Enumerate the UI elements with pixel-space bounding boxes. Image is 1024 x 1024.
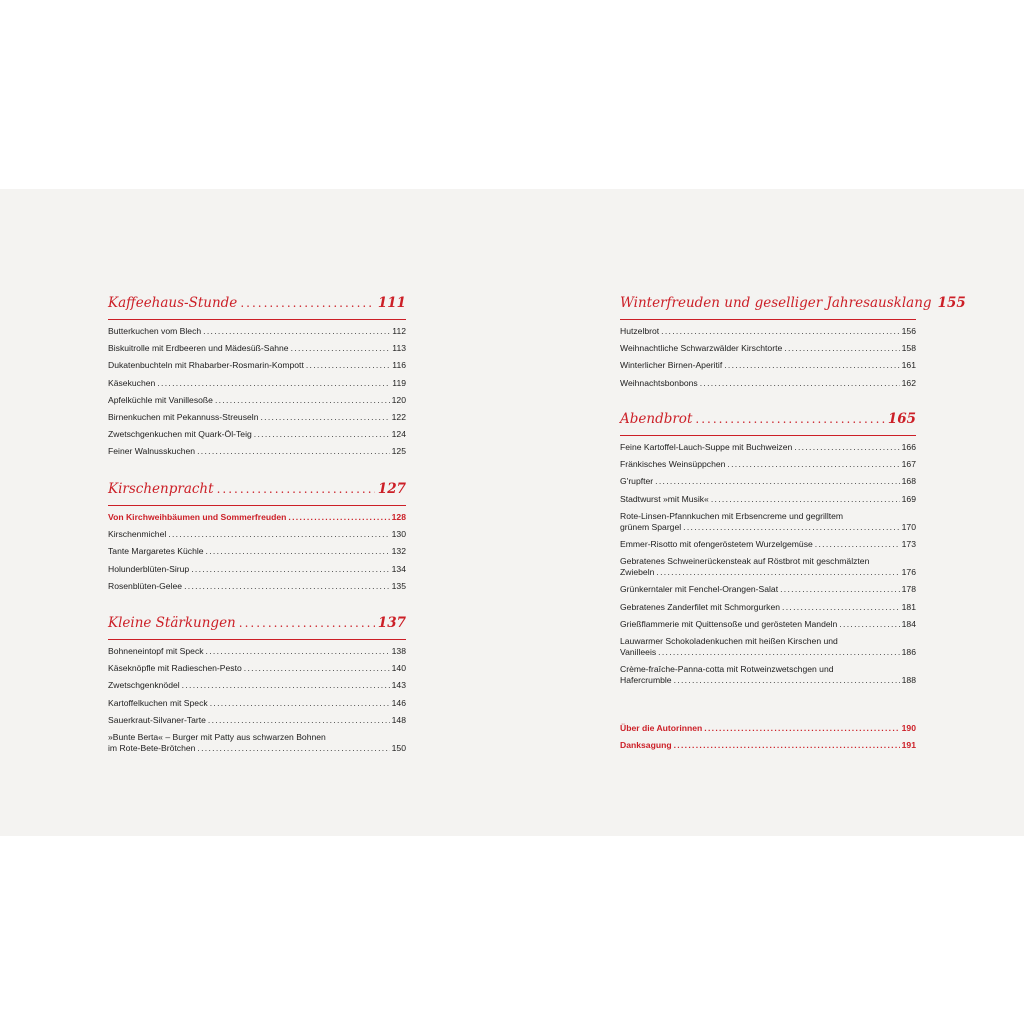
- leader-dots: [210, 698, 390, 709]
- leader-dots: [239, 616, 375, 630]
- section-title: Abendbrot: [620, 411, 693, 427]
- entry-page: 162: [901, 377, 916, 388]
- entry-title: Dukatenbuchteln mit Rhabarber-Rosmarin-Kompott: [108, 360, 304, 371]
- entry-title-line2: grünem Spargel: [620, 521, 682, 532]
- leader-dots: [244, 663, 390, 674]
- entry-title-line2: Vanilleeis: [620, 646, 657, 657]
- entry-page: 178: [901, 584, 916, 595]
- entry-title-line1: Lauwarmer Schokoladenkuchen mit heißen Kirschen und: [620, 635, 838, 646]
- entry-page: 134: [391, 563, 406, 574]
- toc-entry[interactable]: [620, 619, 916, 630]
- entry-page: 125: [391, 446, 406, 457]
- leader-dots: [674, 740, 900, 751]
- entry-page: 124: [391, 429, 406, 440]
- toc-entry[interactable]: [620, 602, 916, 613]
- entry-title: Gebratenes Zanderfilet mit Schmorgurken: [620, 601, 781, 612]
- entry-page: 166: [901, 442, 916, 452]
- entry-page: 132: [391, 546, 406, 557]
- entry-title: Stadtwurst »mit Musik«: [620, 493, 709, 504]
- entry-page: 113: [392, 343, 406, 354]
- entry-title: Feiner Walnusskuchen: [108, 446, 196, 457]
- entry-page: 169: [901, 493, 916, 504]
- leader-dots: [260, 412, 389, 423]
- toc-extras: [620, 723, 916, 757]
- entry-title: Weihnachtsbonbons: [620, 377, 698, 388]
- leader-dots: [655, 476, 899, 487]
- leader-dots: [839, 619, 899, 630]
- toc-entry[interactable]: [108, 680, 406, 691]
- entry-page: 122: [391, 411, 406, 422]
- toc-section-abendbrot: [620, 411, 916, 692]
- toc-entry[interactable]: [108, 546, 406, 557]
- entry-title: Sauerkraut-Silvaner-Tarte: [108, 714, 206, 725]
- section-title: Kirschenpracht: [108, 481, 214, 497]
- entry-title: Hutzelbrot: [620, 326, 660, 336]
- leader-dots: [700, 378, 900, 389]
- entry-page: 184: [901, 618, 916, 629]
- leader-dots: [203, 326, 390, 337]
- toc-entry[interactable]: [108, 326, 406, 337]
- entry-title: Holunderblüten-Sirup: [108, 563, 190, 574]
- entry-title-line2: im Rote-Bete-Brötchen: [108, 742, 196, 753]
- toc-entry[interactable]: [620, 326, 916, 337]
- entry-title: Rosenblüten-Gelee: [108, 580, 183, 591]
- section-rule: [108, 639, 406, 640]
- leader-dots: [240, 296, 375, 310]
- entry-page: 150: [391, 742, 406, 753]
- toc-entry[interactable]: [620, 343, 916, 354]
- entry-page: 186: [901, 646, 916, 657]
- leader-dots: [191, 564, 389, 575]
- toc-section-kaffeehaus: [108, 295, 406, 464]
- leader-dots: [217, 482, 375, 496]
- section-page: 111: [377, 295, 406, 311]
- leader-dots: [683, 522, 900, 533]
- toc-entry[interactable]: [620, 476, 916, 487]
- toc-section-staerkungen: [108, 615, 406, 760]
- entry-page: 112: [392, 326, 406, 336]
- leader-dots: [206, 646, 390, 657]
- section-heading[interactable]: [108, 295, 406, 317]
- leader-dots: [157, 378, 390, 389]
- section-page: 165: [887, 411, 916, 427]
- entry-page: 190: [901, 723, 916, 733]
- leader-dots: [197, 743, 389, 754]
- leader-dots: [288, 512, 389, 523]
- leader-dots: [254, 429, 390, 440]
- entry-title: G'rupfter: [620, 476, 654, 487]
- toc-entry[interactable]: [108, 343, 406, 354]
- entry-title: Käseknöpfle mit Radieschen-Pesto: [108, 663, 242, 674]
- leader-dots: [815, 539, 900, 550]
- section-heading[interactable]: [620, 295, 966, 317]
- toc-entry[interactable]: [620, 459, 916, 470]
- toc-entry-autorinnen[interactable]: [620, 723, 916, 734]
- entry-page: 173: [901, 538, 916, 549]
- toc-entry[interactable]: [108, 446, 406, 457]
- entry-page: 181: [901, 601, 916, 612]
- leader-dots: [206, 546, 390, 557]
- entry-page: 188: [901, 675, 916, 686]
- entry-page: 130: [391, 529, 406, 540]
- entry-page: 140: [391, 663, 406, 674]
- entry-title: Zwetschgenknödel: [108, 680, 180, 691]
- entry-title: Von Kirchweihbäumen und Sommerfreuden: [108, 512, 287, 522]
- leader-dots: [208, 715, 390, 726]
- toc-entry-multiline[interactable]: [620, 636, 916, 658]
- entry-title: Fränkisches Weinsüppchen: [620, 459, 726, 470]
- entry-page: 176: [901, 567, 916, 578]
- leader-dots: [727, 459, 899, 470]
- leader-dots: [704, 723, 899, 734]
- toc-entry[interactable]: [108, 360, 406, 371]
- entry-title: Bohneneintopf mit Speck: [108, 646, 204, 656]
- book-spread: [0, 189, 1024, 836]
- leader-dots: [215, 395, 390, 406]
- entry-title: Über die Autorinnen: [620, 723, 703, 733]
- toc-entry[interactable]: [108, 663, 406, 674]
- toc-entry-multiline[interactable]: [620, 511, 916, 533]
- toc-entry[interactable]: [620, 378, 916, 389]
- entry-title: Feine Kartoffel-Lauch-Suppe mit Buchweizen: [620, 442, 793, 452]
- entry-page: 191: [901, 740, 916, 751]
- entry-title: Tante Margaretes Küchle: [108, 546, 204, 557]
- toc-entry[interactable]: [108, 395, 406, 406]
- toc-entry[interactable]: [620, 360, 916, 371]
- toc-entry[interactable]: [108, 715, 406, 726]
- entry-title: Grünkerntaler mit Fenchel-Orangen-Salat: [620, 584, 779, 595]
- leader-dots: [197, 446, 390, 457]
- section-heading[interactable]: [108, 481, 406, 503]
- entry-page: 167: [901, 459, 916, 470]
- entry-title-line2: Zwiebeln: [620, 567, 655, 578]
- section-title: Kleine Stärkungen: [108, 615, 236, 631]
- section-rule: [620, 435, 916, 436]
- entry-page: 116: [392, 360, 406, 371]
- toc-entry-multiline[interactable]: [620, 556, 916, 578]
- leader-dots: [674, 675, 900, 686]
- toc-entry[interactable]: [108, 581, 406, 592]
- toc-entry-multiline[interactable]: [108, 732, 406, 754]
- entry-title: Biskuitrolle mit Erdbeeren und Mädesüß-Sahne: [108, 343, 289, 354]
- leader-dots: [724, 360, 899, 371]
- leader-dots: [306, 360, 390, 371]
- leader-dots: [711, 494, 900, 505]
- entry-title: Birnenkuchen mit Pekannuss-Streuseln: [108, 411, 259, 422]
- section-rule: [620, 319, 916, 320]
- leader-dots: [168, 529, 389, 540]
- toc-entry[interactable]: [108, 429, 406, 440]
- toc-entry-danksagung[interactable]: [620, 740, 916, 751]
- toc-entry[interactable]: [108, 698, 406, 709]
- leader-dots: [780, 584, 900, 595]
- section-heading[interactable]: [620, 411, 916, 433]
- toc-entry[interactable]: [108, 564, 406, 575]
- section-rule: [108, 505, 406, 506]
- entry-title: Käsekuchen: [108, 377, 156, 388]
- entry-title-line1: »Bunte Berta« – Burger mit Patty aus schwarzen Bohnen: [108, 731, 326, 742]
- entry-page: 128: [391, 512, 406, 522]
- section-heading[interactable]: [108, 615, 406, 637]
- entry-page: 138: [391, 646, 406, 656]
- entry-title: Kirschenmichel: [108, 529, 167, 540]
- leader-dots: [661, 326, 899, 337]
- toc-section-kirschenpracht: [108, 481, 406, 598]
- section-title: Winterfreuden und geselliger Jahresausklang: [620, 295, 932, 311]
- entry-title: Kartoffelkuchen mit Speck: [108, 697, 208, 708]
- entry-page: 170: [901, 521, 916, 532]
- toc-entry[interactable]: [108, 378, 406, 389]
- entry-title: Grießflammerie mit Quittensoße und gerösteten Mandeln: [620, 618, 838, 629]
- entry-title: Zwetschgenkuchen mit Quark-Öl-Teig: [108, 429, 252, 440]
- entry-title: Apfelküchle mit Vanillesoße: [108, 394, 213, 405]
- entry-title-line1: Crème-fraîche-Panna-cotta mit Rotweinzwetschgen und: [620, 664, 834, 675]
- entry-page: 119: [392, 377, 406, 388]
- entry-title: Weihnachtliche Schwarzwälder Kirschtorte: [620, 343, 783, 354]
- toc-entry[interactable]: [108, 646, 406, 657]
- entry-title-line2: Hafercrumble: [620, 675, 672, 686]
- entry-title: Winterlicher Birnen-Aperitif: [620, 360, 723, 371]
- section-page: 127: [377, 481, 406, 497]
- entry-title-line1: Gebratenes Schweinerückensteak auf Röstbrot mit geschmälzten: [620, 556, 870, 567]
- entry-title: Butterkuchen vom Blech: [108, 326, 202, 336]
- entry-page: 146: [391, 697, 406, 708]
- section-page: 137: [377, 615, 406, 631]
- leader-dots: [658, 647, 900, 658]
- toc-entry-multiline[interactable]: [620, 664, 916, 686]
- toc-entry[interactable]: [620, 442, 916, 453]
- leader-dots: [782, 602, 900, 613]
- toc-entry[interactable]: [620, 539, 916, 550]
- leader-dots: [656, 567, 899, 578]
- entry-page: 156: [901, 326, 916, 336]
- section-page: 155: [937, 295, 966, 311]
- entry-page: 120: [391, 394, 406, 405]
- leader-dots: [182, 680, 390, 691]
- toc-entry[interactable]: [620, 584, 916, 595]
- entry-title: Danksagung: [620, 740, 672, 751]
- entry-page: 161: [901, 360, 916, 371]
- toc-section-winterfreuden: [620, 295, 966, 395]
- entry-page: 158: [901, 343, 916, 354]
- section-rule: [108, 319, 406, 320]
- leader-dots: [784, 343, 899, 354]
- leader-dots: [794, 442, 899, 453]
- toc-entry-highlight[interactable]: [108, 512, 406, 523]
- leader-dots: [291, 343, 391, 354]
- entry-title-line1: Rote-Linsen-Pfannkuchen mit Erbsencreme und gegrilltem: [620, 510, 844, 521]
- entry-title: Emmer-Risotto mit ofengeröstetem Wurzelgemüse: [620, 538, 813, 549]
- toc-entry[interactable]: [108, 412, 406, 423]
- entry-page: 135: [391, 580, 406, 591]
- section-title: Kaffeehaus-Stunde: [108, 295, 238, 311]
- leader-dots: [695, 412, 884, 426]
- toc-entry[interactable]: [620, 494, 916, 505]
- entry-page: 148: [391, 714, 406, 725]
- toc-entry[interactable]: [108, 529, 406, 540]
- entry-page: 143: [391, 680, 406, 691]
- leader-dots: [184, 581, 390, 592]
- entry-page: 168: [901, 476, 916, 487]
